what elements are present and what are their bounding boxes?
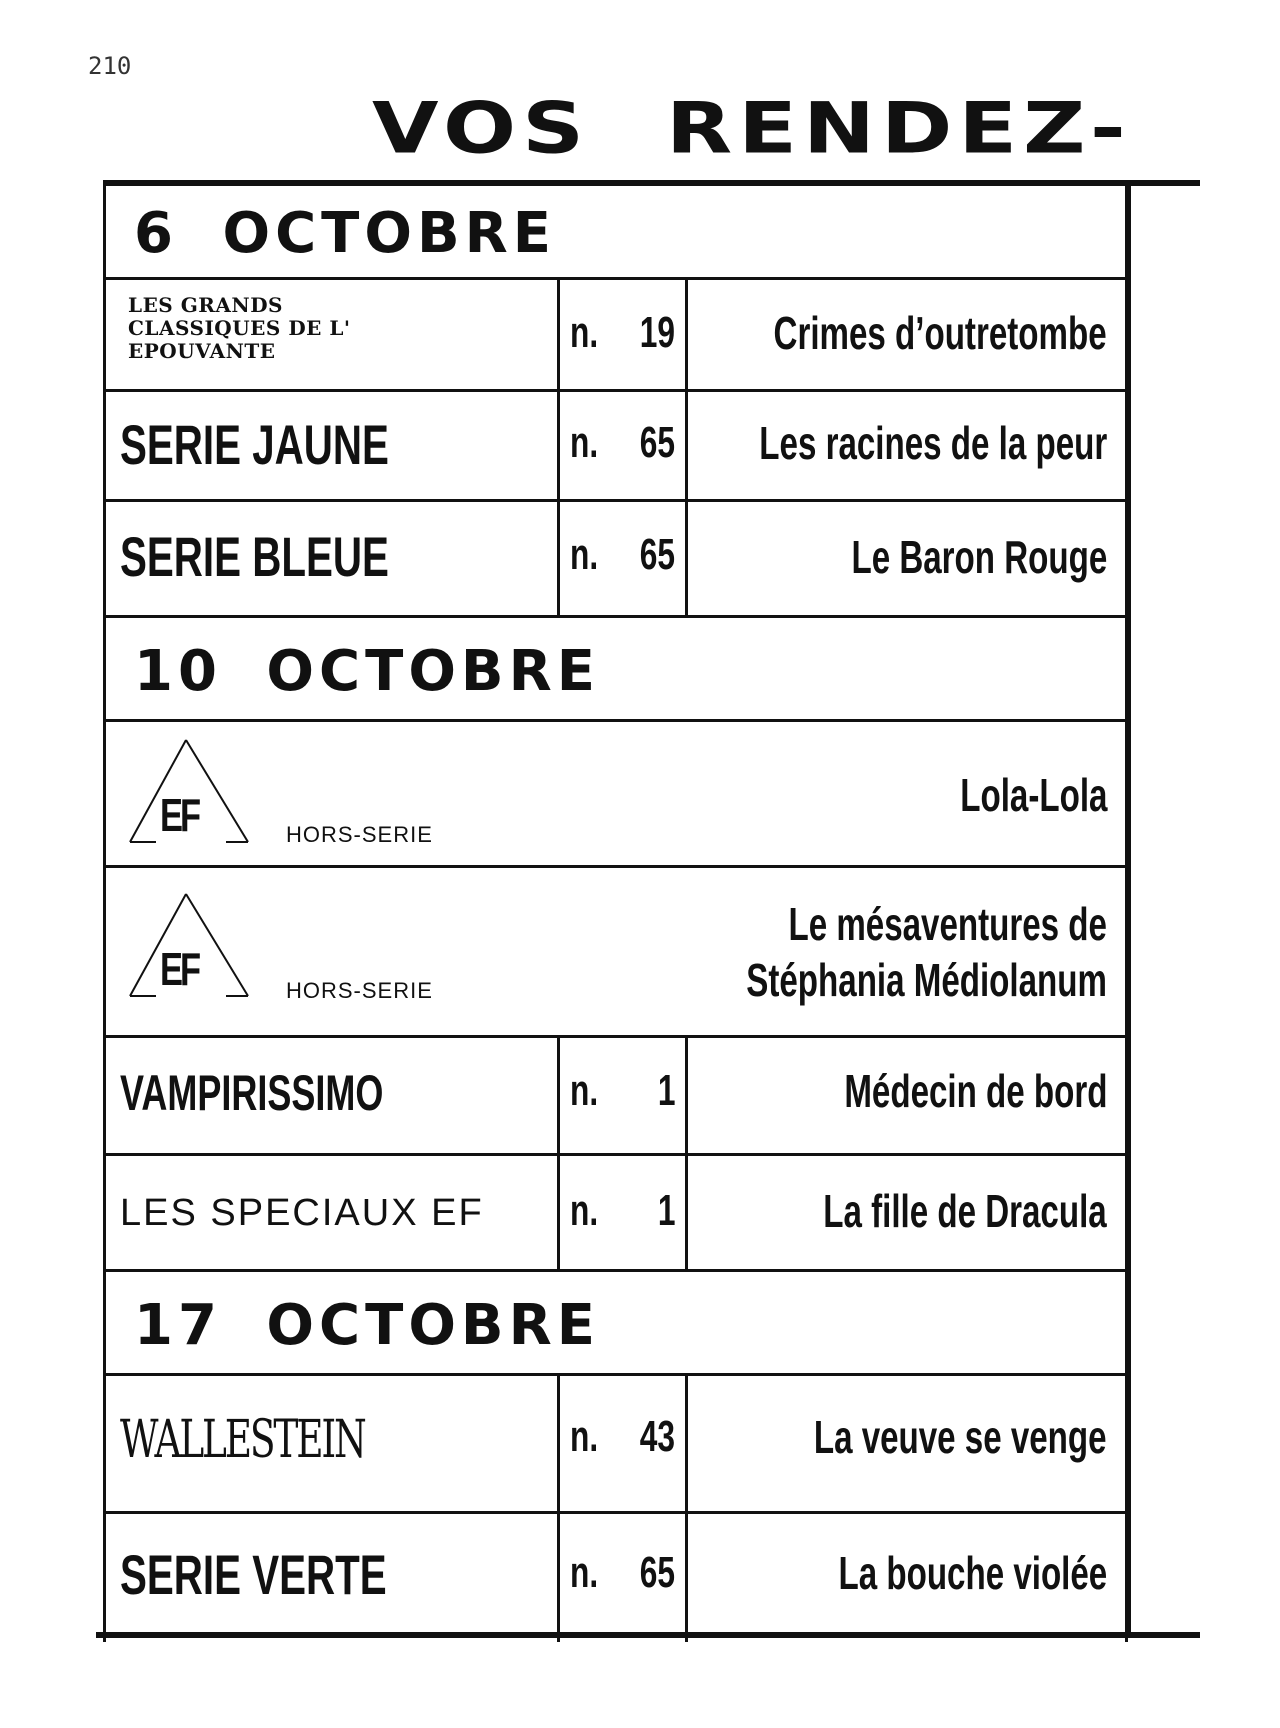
table-row [106,392,1125,502]
date-header-10-octobre [106,618,1125,722]
issue-number: 65 [639,1548,675,1597]
table-row [106,868,1125,1038]
table-row [106,502,1125,618]
book-title: Les racines de la peur [759,417,1107,469]
date-label: 17 OCTOBRE [134,1293,600,1358]
issue-label: n. [570,1548,599,1597]
issue-number: 1 [657,1066,675,1115]
issue-label: n. [570,418,599,467]
issue-cell [560,1514,688,1642]
book-title-line: Stéphania Médiolanum [746,954,1107,1006]
ef-logo-text: EF [160,789,199,841]
issue-label: n. [570,308,599,357]
bottom-rule [96,1632,1200,1638]
issue-number: 1 [657,1186,675,1235]
title-cell [106,722,1125,865]
ef-logo-text: EF [160,943,199,995]
book-title: La veuve se venge [814,1411,1107,1463]
table-row [106,1514,1125,1642]
hors-serie-label: HORS-SERIE [286,822,433,847]
title-cell [688,1376,1125,1511]
title-cell [688,1038,1125,1153]
title-cell [106,868,1125,1035]
book-title: Le Baron Rouge [851,531,1107,583]
book-title: Médecin de bord [843,1065,1107,1117]
series-cell [106,502,560,615]
right-rule [1128,186,1131,1634]
book-title: Crimes d’outretombe [773,307,1107,359]
table-row [106,280,1125,392]
issue-cell [560,392,688,499]
issue-cell [560,502,688,615]
page-number: 210 [88,52,132,80]
issue-label: n. [570,1066,599,1115]
book-title-line: Le mésaventures de [788,898,1107,950]
issue-label: n. [570,1186,599,1235]
title-cell [688,280,1125,389]
series-name: SERIE JAUNE [120,413,389,476]
issue-cell [560,1038,688,1153]
series-name: WALLESTEIN [120,1410,365,1470]
title-cell [688,392,1125,499]
series-name: VAMPIRISSIMO [120,1065,384,1121]
issue-number: 19 [639,308,675,357]
hors-serie-label: HORS-SERIE [286,978,433,1003]
series-name: LES SPECIAUX EF [120,1192,484,1234]
table-row [106,1376,1125,1514]
series-cell [106,1514,560,1642]
date-label: 6 OCTOBRE [134,201,557,266]
title-cell [688,1156,1125,1269]
series-cell [106,392,560,499]
series-cell [106,1038,560,1153]
book-title [606,896,1107,1008]
series-cell [106,1156,560,1269]
headline: VOS RENDEZ- [372,92,1132,166]
issue-cell [560,280,688,389]
book-title: Lola-Lola [959,769,1107,821]
issue-number: 65 [639,418,675,467]
date-label: 10 OCTOBRE [134,639,600,704]
series-cell [106,1376,560,1511]
issue-cell [560,1376,688,1511]
ef-logo [126,738,256,848]
issue-number: 65 [639,530,675,579]
issue-label: n. [570,1412,599,1461]
date-header-6-octobre [106,186,1125,280]
title-cell [688,1514,1125,1642]
series-name: LES GRANDS CLASSIQUES DE L' EPOUVANTE [128,293,351,363]
title-cell [688,502,1125,615]
issue-number: 43 [639,1412,675,1461]
issue-cell [560,1156,688,1269]
issue-label: n. [570,530,599,579]
book-title: La fille de Dracula [823,1185,1107,1237]
series-name: SERIE VERTE [120,1543,387,1606]
date-header-17-octobre [106,1272,1125,1376]
series-name: SERIE BLEUE [120,525,389,588]
book-title: La bouche violée [838,1547,1107,1599]
ef-logo [126,892,256,1002]
table-row [106,1038,1125,1156]
table-row [106,722,1125,868]
release-schedule-table [103,186,1128,1642]
table-row [106,1156,1125,1272]
series-cell [106,280,560,389]
